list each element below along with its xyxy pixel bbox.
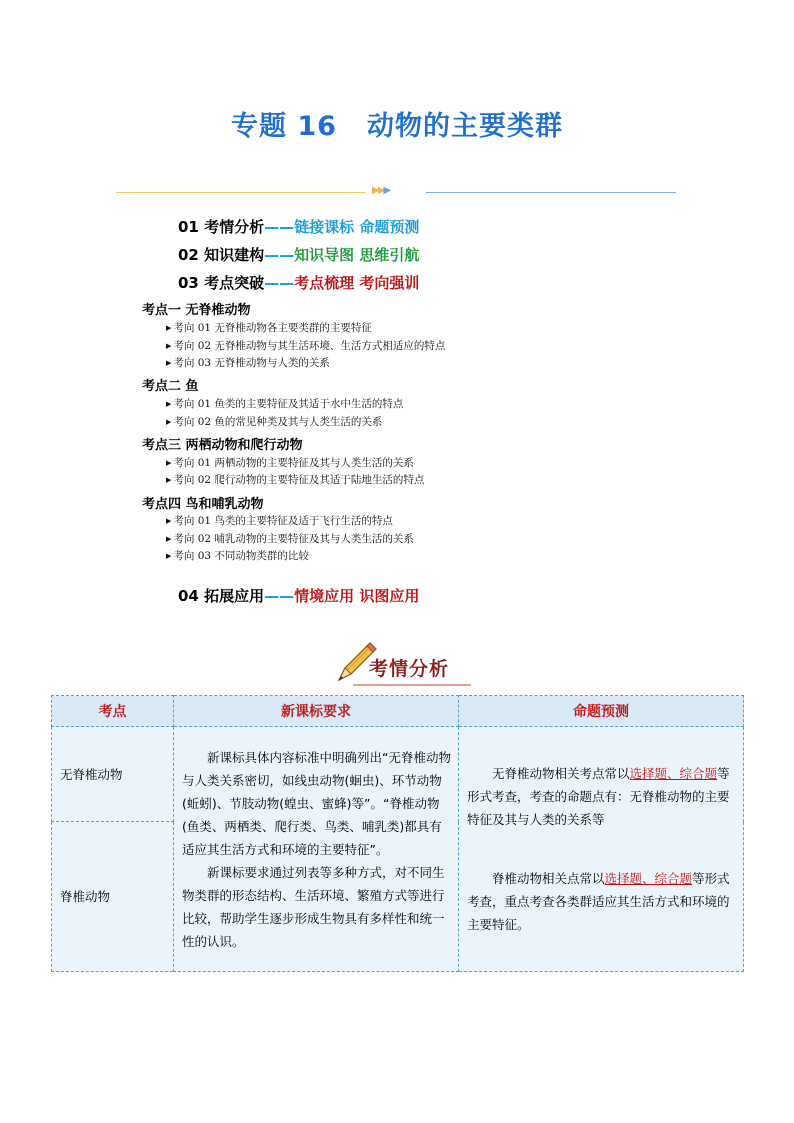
toc-item-4[interactable]: 04 拓展应用——情境应用 识图应用 [178,587,420,605]
row-label-vertebrate: 脊椎动物 [52,822,174,972]
requirement-para-1: 新课标具体内容标准中明确列出“无脊椎动物与人类关系密切，如线虫动物(蛔虫)、环节动物(蚯蚓)、节肢动物(蝗虫、蜜蜂)等”。“脊椎动物(鱼类、两栖类、爬行类、鸟类、哺乳类)都具有适应其生活方式和环境的主要特征”。 [182,749,451,857]
toc-item-1[interactable]: 01 考情分析——链接课标 命题预测 [178,218,420,236]
header-requirement: 新课标要求 [174,696,459,727]
requirement-para-2: 新课标要求通过列表等多种方式，对不同生物类群的形态结构、生活环境、繁殖方式等进行比较，帮助学生逐步形成生物具有多样性和统一性的认识。 [182,864,445,949]
kaoxiang-item[interactable]: ▶ 考向 02 鱼的常见种类及其与人类生活的关系 [166,416,383,428]
header-kaodian: 考点 [52,696,174,727]
kaoxiang-item[interactable]: ▶ 考向 01 两栖动物的主要特征及其与人类生活的关系 [166,457,414,469]
kaodian-4-title[interactable]: 考点四 鸟和哺乳动物 [142,497,264,512]
toc-item-2[interactable]: 02 知识建构——知识导图 思维引航 [178,246,420,264]
row-label-invertebrate: 无脊椎动物 [52,727,174,822]
title-topic: 动物的主要类群 [366,111,563,142]
kaodian-3-title[interactable]: 考点三 两栖动物和爬行动物 [142,438,303,453]
prediction-para-2: 脊椎动物相关点常以选择题、综合题等形式考查，重点考查各类群适应其生活方式和环境的主要特征。 [467,871,730,932]
prediction-cell [459,727,744,972]
section-banner [333,640,463,690]
arrow-icon: ▶▶▶ [372,185,390,196]
kaoxiang-item[interactable]: ▶ 考向 03 不同动物类群的比较 [166,550,309,562]
kaoxiang-item[interactable]: ▶ 考向 02 爬行动物的主要特征及其适于陆地生活的特点 [166,474,425,486]
kaoxiang-item[interactable]: ▶ 考向 02 无脊椎动物与其生活环境、生活方式相适应的特点 [166,340,446,352]
kaoxiang-item[interactable]: ▶ 考向 02 哺乳动物的主要特征及其与人类生活的关系 [166,533,414,545]
kaoxiang-item[interactable]: ▶ 考向 03 无脊椎动物与人类的关系 [166,357,330,369]
banner-label: 考情分析 [369,658,450,680]
kaoxiang-item[interactable]: ▶ 考向 01 鱼类的主要特征及其适于水中生活的特点 [166,398,404,410]
kaodian-2-title[interactable]: 考点二 鱼 [142,379,199,394]
toc-item-3[interactable]: 03 考点突破——考点梳理 考向强训 [178,274,420,292]
page-title [0,104,794,143]
title-number: 专题 16 [231,111,337,142]
title-divider [116,185,676,196]
kaoxiang-item[interactable]: ▶ 考向 01 鸟类的主要特征及适于飞行生活的特点 [166,515,393,527]
header-prediction: 命题预测 [459,696,744,727]
requirement-cell [174,727,459,972]
kaoqing-table [51,695,744,972]
prediction-para-1: 无脊椎动物相关考点常以选择题、综合题等形式考查，考查的命题点有：无脊椎动物的主要特征及其与人类的关系等 [467,766,730,827]
kaoxiang-item[interactable]: ▶ 考向 01 无脊椎动物各主要类群的主要特征 [166,322,372,334]
kaodian-1-title[interactable]: 考点一 无脊椎动物 [142,303,251,318]
